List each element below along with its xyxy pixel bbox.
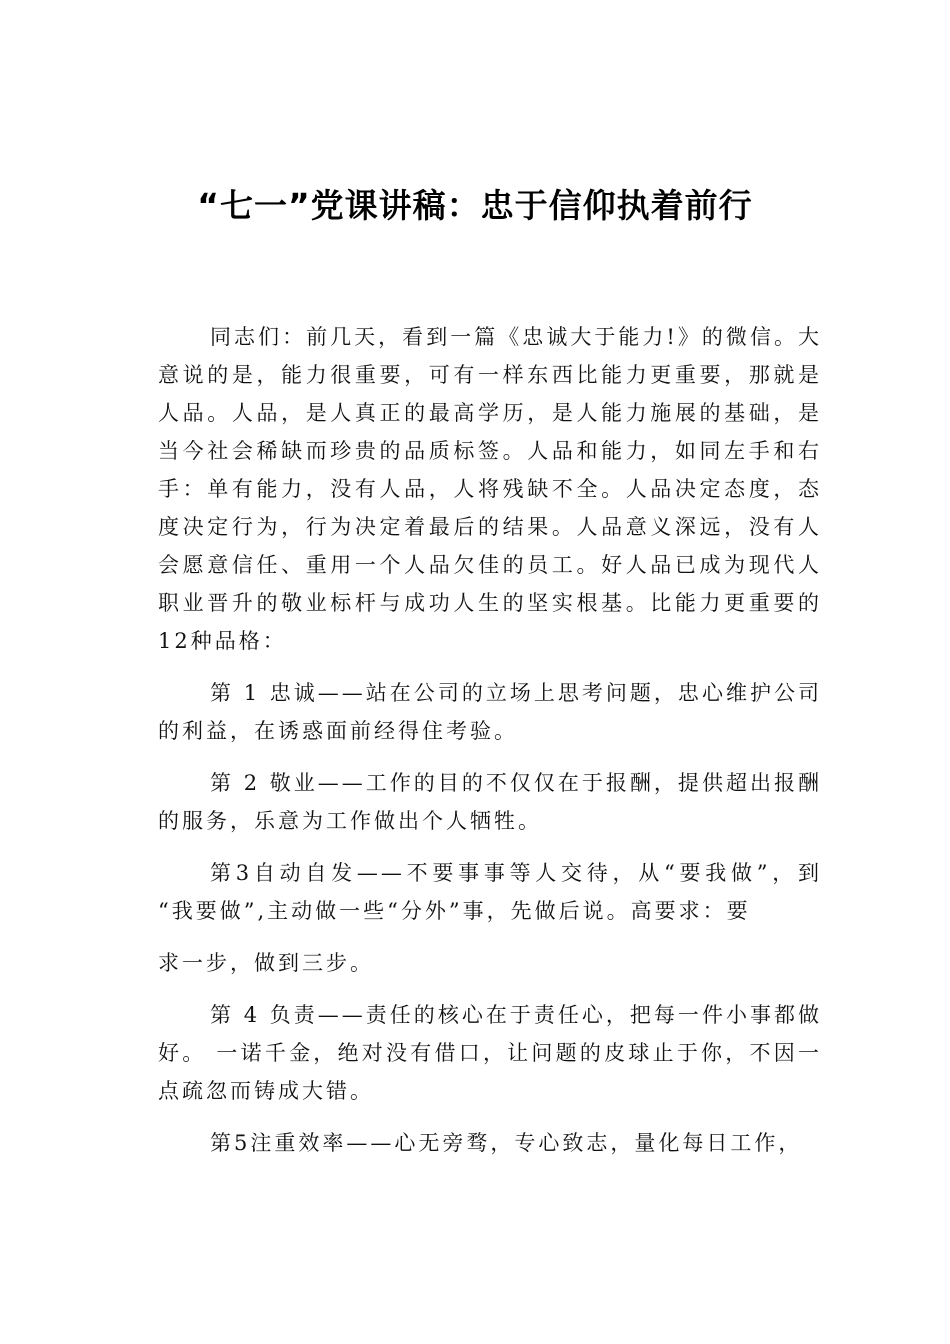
paragraph-trait-3-cont: 求一步，做到三步。	[158, 951, 374, 975]
paragraph-trait-4: 第 4 负责——责任的核心在于责任心，把每一件小事都做好。 一诺千金，绝对没有借口，让问题的皮球止于你，不因一点疏忽而铸成大错。	[158, 1003, 822, 1103]
document-body	[158, 318, 822, 1162]
paragraph-trait-2: 第 2 敬业——工作的目的不仅仅在于报酬，提供超出报酬的服务，乐意为工作做出个人牺牲。	[158, 771, 822, 833]
paragraph-trait-1: 第 1 忠诚——站在公司的立场上思考问题，忠心维护公司的利益，在诱惑面前经得住考验。	[158, 681, 822, 743]
paragraph-trait-5: 第5注重效率——心无旁骛，专心致志，量化每日工作，	[210, 1131, 803, 1155]
document-title: “七一”党课讲稿：忠于信仰执着前行	[197, 186, 753, 225]
paragraph-intro: 同志们：前几天，看到一篇《忠诚大于能力!》的微信。大意说的是，能力很重要，可有一样东西比能力更重要，那就是人品。人品，是人真正的最高学历，是人能力施展的基础，是当今社会稀缺而珍贵的品质标签。人品和能力，如同左手和右手：单有能力，没有人品，人将残缺不全。人品决定态度，态度决定行为，行为决定着最后的结果。人品意义深远，没有人会愿意信任、重用一个人品欠佳的员工。好人品已成为现代人职业晋升的敬业标杆与成功人生的坚实根基。比能力更重要的12种品格：	[158, 325, 822, 653]
paragraph-trait-3: 第3自动自发——不要事事等人交待，从“要我做”，到 “我要做”,主动做一些“分外”事，先做后说。高要求：要	[158, 861, 822, 923]
